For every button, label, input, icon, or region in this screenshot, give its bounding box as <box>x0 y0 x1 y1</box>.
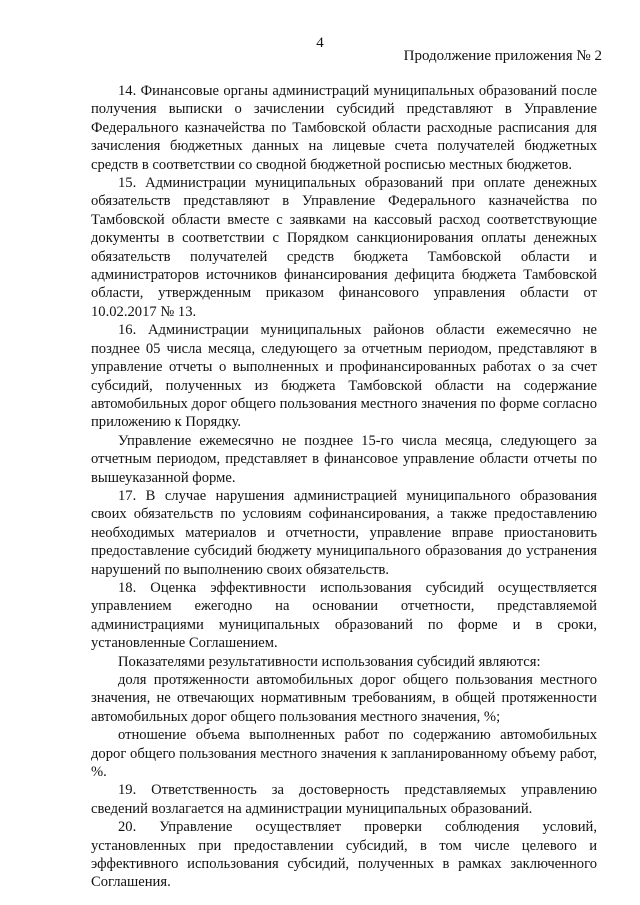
document-body <box>91 82 597 892</box>
paragraph-15: 15. Администрации муниципальных образований при оплате денежных обязательств представляют в Управление Федерального казначейства по Тамбовской области вместе с заявками на кассовый расход соответствующие документы в соответствии с Порядком санкционирования оплаты денежных обязательств получателей средств бюджета Тамбовской области и администраторов источников финансирования дефицита бюджета Тамбовской области, утвержденным приказом финансового управления области от 10.02.2017 № 13. <box>91 175 597 320</box>
page-number: 4 <box>316 35 324 51</box>
paragraph-20: 20. Управление осуществляет проверки соблюдения условий, установленных при предоставлении субсидий, в том числе целевого и эффективного использования субсидий, полученных в рамках заключенного Соглашения. <box>91 819 597 891</box>
indicator-item-1: доля протяженности автомобильных дорог общего пользования местного значения, не отвечающих нормативным требованиям, в общей протяженности автомобильных дорог общего пользования местного значения, %; <box>91 672 597 725</box>
paragraph-16-continuation: Управление ежемесячно не позднее 15-го числа месяца, следующего за отчетным периодом, представляет в финансовое управление области отчеты по вышеуказанной форме. <box>91 432 597 486</box>
paragraph-14: 14. Финансовые органы администраций муниципальных образований после получения выписки о зачислении субсидий представляют в Управление Федерального казначейства по Тамбовской области расходные расписания для зачисления бюджетных данных на лицевые счета получателей бюджетных средств в соответствии со сводной бюджетной росписью местных бюджетов. <box>91 83 597 173</box>
indicators-heading: Показателями результативности использования субсидий являются: <box>118 653 541 670</box>
paragraph-19: 19. Ответственность за достоверность представляемых управлению сведений возлагается на администрации муниципальных образований. <box>91 782 597 817</box>
paragraph-16: 16. Администрации муниципальных районов области ежемесячно не позднее 05 числа месяца, следующего за отчетным периодом, представляют в управление отчеты о выполненных и профинансированных работах о за счет субсидий, полученных из бюджета Тамбовской области на содержание автомобильных дорог общего пользования местного значения по форме согласно приложению к Порядку. <box>91 322 597 431</box>
indicator-item-2: отношение объема выполненных работ по содержанию автомобильных дорог общего пользования местного значения к запланированному объему работ, %. <box>91 727 597 781</box>
paragraph-18: 18. Оценка эффективности использования субсидий осуществляется управлением ежегодно на основании отчетности, представляемой администрациями муниципальных образований по форме и в сроки, установленные Соглашением. <box>91 579 597 652</box>
paragraph-17: 17. В случае нарушения администрацией муниципального образования своих обязательств по условиям софинансирования, а также предоставлению необходимых материалов и отчетности, управление вправе приостановить предоставление субсидий бюджету муниципального образования до устранения нарушений по выполнению своих обязательств. <box>91 487 597 578</box>
appendix-continuation-note: Продолжение приложения № 2 <box>403 48 602 64</box>
